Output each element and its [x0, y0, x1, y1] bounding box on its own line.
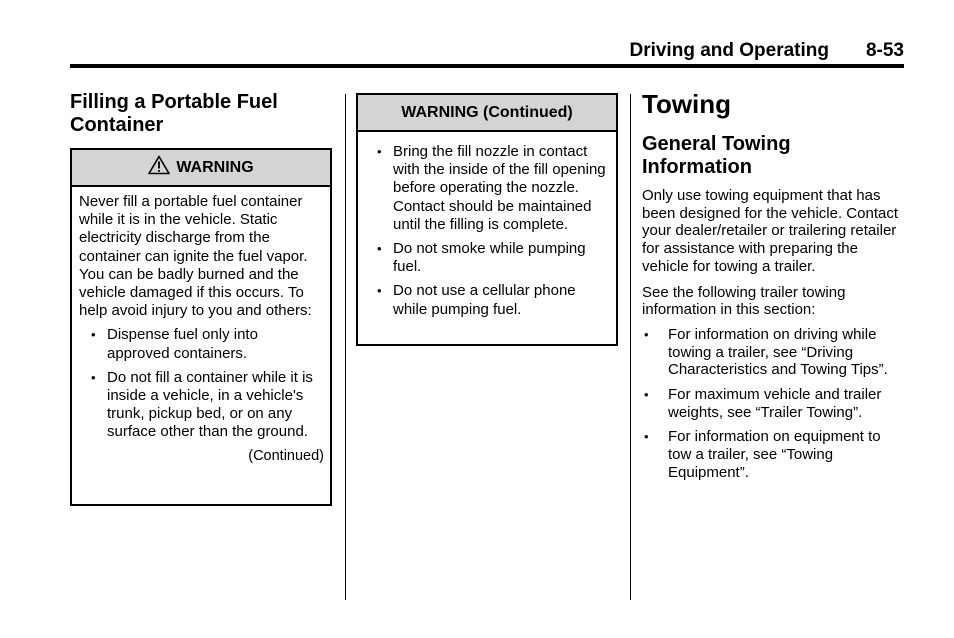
- warning-text: Never fill a portable fuel container while it is in the vehicle. Static electricity discharge from the container can ignite the fuel vapor. You can be badly burned and the vehicle damaged if this occurs. To help avoid injury to you and others:: [79, 193, 312, 320]
- bullet-icon: •: [377, 283, 382, 299]
- continued-label: (Continued): [248, 447, 324, 464]
- bullet-icon: •: [644, 387, 649, 403]
- section-heading: Filling a Portable Fuel Container: [70, 91, 278, 136]
- page-title: Towing: [642, 89, 732, 119]
- bullet-icon: •: [91, 327, 96, 343]
- list-item: • Bring the fill nozzle in contact with the inside of the fill opening before operating the nozzle. Contact should be maintained until the filling is complete.: [377, 143, 606, 233]
- warning-label: WARNING: [176, 159, 254, 176]
- list-item: • Do not use a cellular phone while pumping fuel.: [377, 282, 576, 318]
- bullet-icon: •: [644, 326, 649, 342]
- section-body: [642, 187, 904, 482]
- list-item: • For information on driving while towing a trailer, see “Driving Characteristics and Towing Tips”.: [644, 325, 888, 379]
- column-divider: [630, 94, 631, 600]
- page-number: 8-53: [865, 40, 904, 61]
- list-item: • For maximum vehicle and trailer weights, see “Trailer Towing”.: [644, 386, 882, 421]
- list-item: • Dispense fuel only into approved containers.: [91, 326, 258, 362]
- warning-header: [72, 150, 330, 187]
- section-heading: General Towing Information: [642, 133, 791, 178]
- list-item: • Do not fill a container while it is inside a vehicle, in a vehicle's trunk, pickup bed, or on any surface other than the ground.: [91, 368, 313, 441]
- paragraph: See the following trailer towing information in this section:: [642, 283, 846, 319]
- page-header: [70, 38, 904, 68]
- warning-box: [70, 148, 332, 506]
- column-divider: [345, 94, 346, 600]
- warning-body: [358, 132, 616, 319]
- bullet-icon: •: [377, 241, 382, 257]
- section-title: Driving and Operating: [629, 40, 829, 61]
- warning-triangle-icon: [148, 153, 170, 188]
- list-item: • Do not smoke while pumping fuel.: [377, 240, 586, 276]
- paragraph: Only use towing equipment that has been designed for the vehicle. Contact your dealer/retailer or trailering retailer for assistance with preparing the vehicle for towing a trailer.: [642, 187, 899, 275]
- bullet-icon: •: [377, 144, 382, 159]
- list-item: • For information on equipment to tow a trailer, see “Towing Equipment”.: [644, 428, 881, 481]
- warning-box-continued: [356, 93, 618, 346]
- warning-body: [72, 187, 330, 465]
- warning-header: WARNING (Continued): [358, 95, 616, 132]
- bullet-icon: •: [91, 369, 96, 385]
- bullet-icon: •: [644, 429, 649, 445]
